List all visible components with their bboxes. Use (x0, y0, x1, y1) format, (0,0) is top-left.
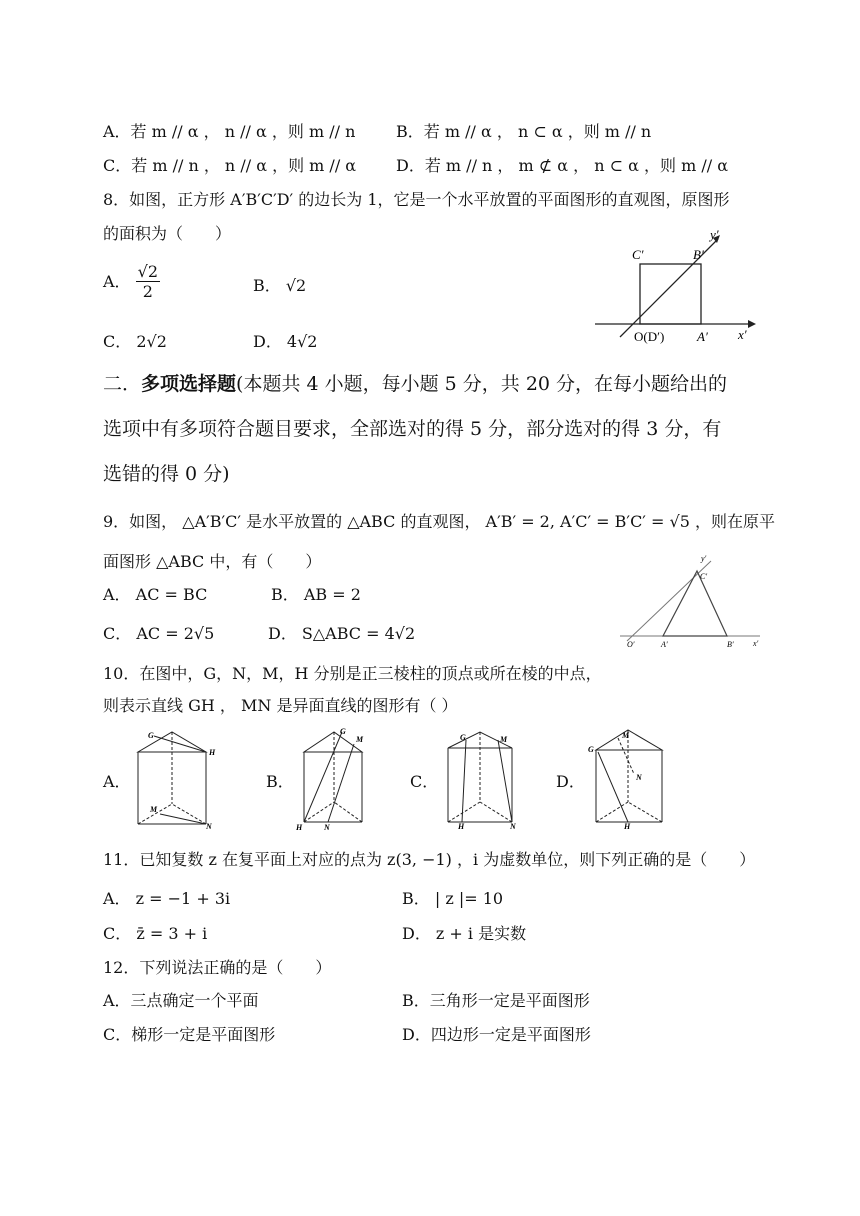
q7-option-d: D．若 m // n ， m ⊄ α ， n ⊂ α ，则 m // α (396, 156, 729, 175)
q10-option-b: B． (266, 772, 294, 791)
q10-option-c: C． (410, 772, 439, 791)
q10-stem-line1: 10．在图中，G，N，M，H 分别是正三棱柱的顶点或所在棱的中点， (103, 664, 602, 683)
q10c-label-n: N (510, 822, 516, 830)
q9-label-o: O′ (627, 640, 635, 649)
q9-label-x: x′ (753, 639, 759, 648)
q10d-label-m: M (622, 731, 630, 740)
q12-stem: 12．下列说法正确的是（ ） (103, 958, 332, 977)
q9-figure (615, 553, 765, 653)
q9-triangle (663, 571, 727, 636)
q11-option-d: D． z + i 是实数 (402, 924, 527, 943)
q7-option-a: A．若 m // α ， n // α ，则 m // n (103, 122, 356, 141)
q8-option-b: B． √2 (253, 276, 307, 295)
q8-option-c: C． 2√2 (103, 332, 167, 351)
q9-label-a: A′ (661, 640, 668, 649)
q10b-label-h: H (296, 823, 303, 830)
q12-option-c: C．梯形一定是平面图形 (103, 1025, 276, 1044)
q11-stem: 11．已知复数 z 在复平面上对应的点为 z(3, −1) ，i 为虚数单位，则下列正确的是（ ） (103, 850, 756, 869)
q7-option-c: C．若 m // n ， n // α ，则 m // α (103, 156, 357, 175)
q8-stem-line2: 的面积为（ ） (103, 224, 232, 243)
q8-option-a-fraction (136, 262, 160, 301)
q9-stem-line2: 面图形 △ABC 中，有（ ） (103, 552, 322, 571)
q9-label-y: y′ (701, 554, 707, 563)
q11-option-a: A． z = −1 + 3i (103, 889, 231, 908)
q10d-label-h: H (624, 822, 631, 830)
q8-square (640, 264, 701, 324)
q10c-label-g: G (460, 733, 466, 742)
q8-option-a-numerator: √2 (137, 262, 159, 281)
q9-stem-line1: 9．如图， △A′B′C′ 是水平放置的 △ABC 的直观图， A′B′ = 2, A′C′ = B′C′ = √5 ，则在原平 (103, 512, 775, 531)
q8-label-b: B′ (693, 247, 704, 262)
q8-option-a-denominator: 2 (142, 282, 153, 302)
q8-label-a: A′ (697, 329, 708, 344)
q10c-label-h: H (458, 822, 465, 830)
q7-option-b: B．若 m // α ， n ⊂ α ，则 m // n (396, 122, 652, 141)
q8-label-o: O(D′) (634, 329, 665, 344)
q9-option-d: D． S△ABC = 4√2 (268, 624, 416, 643)
q10-prism-d (582, 728, 674, 830)
q9-option-a: A． AC = BC (103, 585, 208, 604)
q12-option-d: D．四边形一定是平面图形 (402, 1025, 591, 1044)
section2-title: 多项选择题 (141, 373, 237, 395)
q8-figure (590, 225, 760, 350)
q10-option-a: A． (103, 772, 131, 791)
q11-option-b: B． | z |= 10 (402, 889, 504, 908)
q10-option-d: D． (556, 772, 585, 791)
section2-heading-line3: 选错的得 0 分) (103, 463, 230, 485)
q12-option-b: B．三角形一定是平面图形 (402, 991, 590, 1010)
q10d-label-n: N (636, 773, 642, 782)
q10-prism-a (130, 728, 220, 830)
q10b-label-m: M (356, 735, 364, 744)
q10a-label-g: G (148, 731, 154, 740)
q8-stem-line1: 8．如图，正方形 A′B′C′D′ 的边长为 1，它是一个水平放置的平面图形的直观图，原图形 (103, 190, 730, 209)
q8-option-d: D． 4√2 (253, 332, 318, 351)
section2-heading-line1 (103, 373, 727, 396)
q10a-label-h: H (209, 748, 216, 757)
q10-prism-c (440, 728, 525, 830)
q10-prism-b (294, 726, 384, 830)
q11-option-c: C． z̄ = 3 + i (103, 924, 208, 943)
q10a-label-n: N (206, 822, 212, 830)
section2-desc-1: (本题共 4 小题，每小题 5 分，共 20 分，在每小题给出的 (236, 373, 728, 395)
q8-option-a (103, 262, 160, 301)
q10b-label-g: G (340, 727, 346, 736)
q9-label-c: C′ (700, 572, 708, 581)
q8-label-x: x′ (738, 327, 747, 342)
q10c-label-m: M (500, 735, 508, 744)
q9-option-b: B． AB = 2 (271, 585, 361, 604)
q8-label-y: y′ (710, 227, 719, 242)
q10a-label-m: M (150, 805, 158, 814)
q12-option-a: A．三点确定一个平面 (103, 991, 259, 1010)
q10b-label-n: N (324, 823, 330, 830)
section2-prefix: 二． (103, 373, 142, 395)
q10-stem-line2: 则表示直线 GH ， MN 是异面直线的图形有（ ） (103, 696, 458, 715)
q9-label-b: B′ (727, 640, 734, 649)
q8-label-c: C′ (632, 247, 644, 262)
q10d-label-g: G (588, 745, 594, 754)
q8-x-arrow (748, 320, 756, 328)
section2-heading-line2: 选项中有多项符合题目要求，全部选对的得 5 分，部分选对的得 3 分，有 (103, 418, 722, 440)
q8-option-a-label: A． (103, 272, 131, 292)
q9-option-c: C． AC = 2√5 (103, 624, 215, 643)
